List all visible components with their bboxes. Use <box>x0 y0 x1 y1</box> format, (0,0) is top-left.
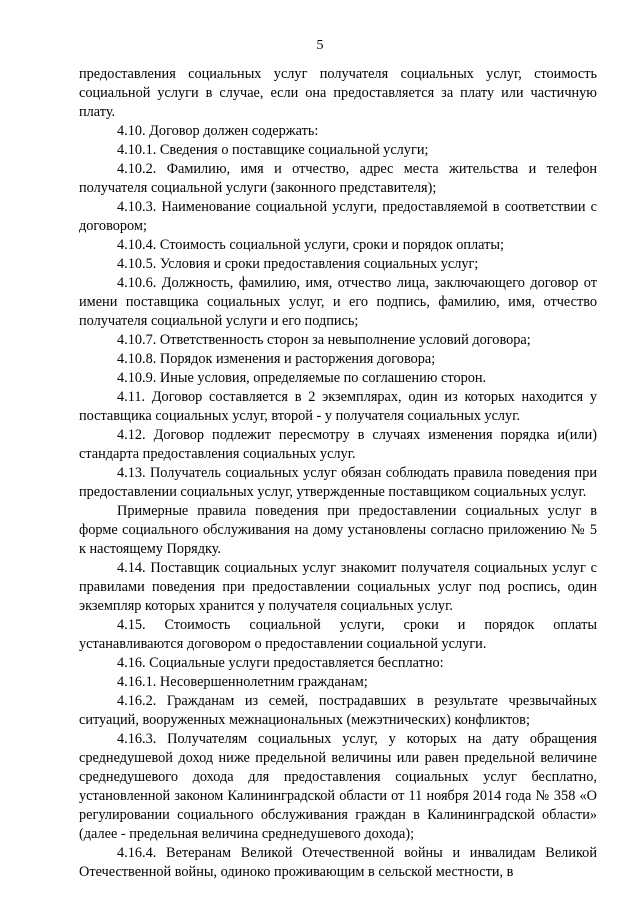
clause-4-10-7: 4.10.7. Ответственность сторон за невыполнение условий договора; <box>117 332 531 348</box>
clause-4-10-3: 4.10.3. Наименование социальной услуги, предоставляемой в соответствии с договором; <box>79 199 597 234</box>
clause-4-16-4: 4.16.4. Ветеранам Великой Отечественной войны и инвалидам Великой Отечественной войны, одиноко проживающим в сельской местности, в <box>79 845 597 880</box>
clause-4-15: 4.15. Стоимость социальной услуги, сроки и порядок оплаты устанавливаются договором о предоставлении социальной услуги. <box>79 617 597 652</box>
clause-4-16: 4.16. Социальные услуги предоставляется бесплатно: <box>117 655 444 671</box>
clause-4-12: 4.12. Договор подлежит пересмотру в случаях изменения порядка и(или) стандарта предоставления социальных услуг. <box>79 427 597 462</box>
page-number: 5 <box>316 38 324 53</box>
clause-4-10-4: 4.10.4. Стоимость социальной услуги, сроки и порядок оплаты; <box>117 237 504 253</box>
clause-4-10-6: 4.10.6. Должность, фамилию, имя, отчество лица, заключающего договор от имени поставщика социальных услуг, и его подпись, фамилию, имя, отчество получателя социальной услуги и его подпись; <box>79 275 597 329</box>
clause-4-16-2: 4.16.2. Гражданам из семей, пострадавших в результате чрезвычайных ситуаций, вооруженных межнациональных (межэтнических) конфликтов; <box>79 693 597 728</box>
clause-4-10: 4.10. Договор должен содержать: <box>117 123 319 139</box>
clause-4-13-note: Примерные правила поведения при предоставлении социальных услуг в форме социального обслуживания на дому установлены согласно приложению № 5 к настоящему Порядку. <box>79 503 597 557</box>
clause-4-16-3: 4.16.3. Получателям социальных услуг, у которых на дату обращения среднедушевой доход ниже предельной величины или равен предельной величине среднедушевого дохода для предоставления социальных услуг бесплатно, установленной законом Калининградской области от 11 ноября 2014 года № 358 «О регулировании социального обслуживания граждан в Калининградской области» (далее - предельная величина среднедушевого дохода); <box>79 731 597 842</box>
clause-4-16-1: 4.16.1. Несовершеннолетним гражданам; <box>117 674 368 690</box>
page-body <box>79 65 597 882</box>
clause-4-14: 4.14. Поставщик социальных услуг знакомит получателя социальных услуг с правилами поведения при предоставлении социальных услуг под роспись, один экземпляр которых хранится у получателя социальных услуг. <box>79 560 597 614</box>
clause-4-10-5: 4.10.5. Условия и сроки предоставления социальных услуг; <box>117 256 479 272</box>
clause-4-11: 4.11. Договор составляется в 2 экземплярах, один из которых находится у поставщика социальных услуг, второй - у получателя социальных услуг. <box>79 389 597 424</box>
clause-4-10-1: 4.10.1. Сведения о поставщике социальной услуги; <box>117 142 429 158</box>
clause-4-13: 4.13. Получатель социальных услуг обязан соблюдать правила поведения при предоставлении социальных услуг, утвержденные поставщиком социальных услуг. <box>79 465 597 500</box>
clause-4-10-9: 4.10.9. Иные условия, определяемые по соглашению сторон. <box>117 370 487 386</box>
clause-4-10-2: 4.10.2. Фамилию, имя и отчество, адрес места жительства и телефон получателя социальной услуги (законного представителя); <box>79 161 597 196</box>
clause-4-10-8: 4.10.8. Порядок изменения и расторжения договора; <box>117 351 436 367</box>
paragraph-continuation: предоставления социальных услуг получателя социальных услуг, стоимость социальной услуги в случае, если она предоставляется за плату или частичную плату. <box>79 66 597 120</box>
